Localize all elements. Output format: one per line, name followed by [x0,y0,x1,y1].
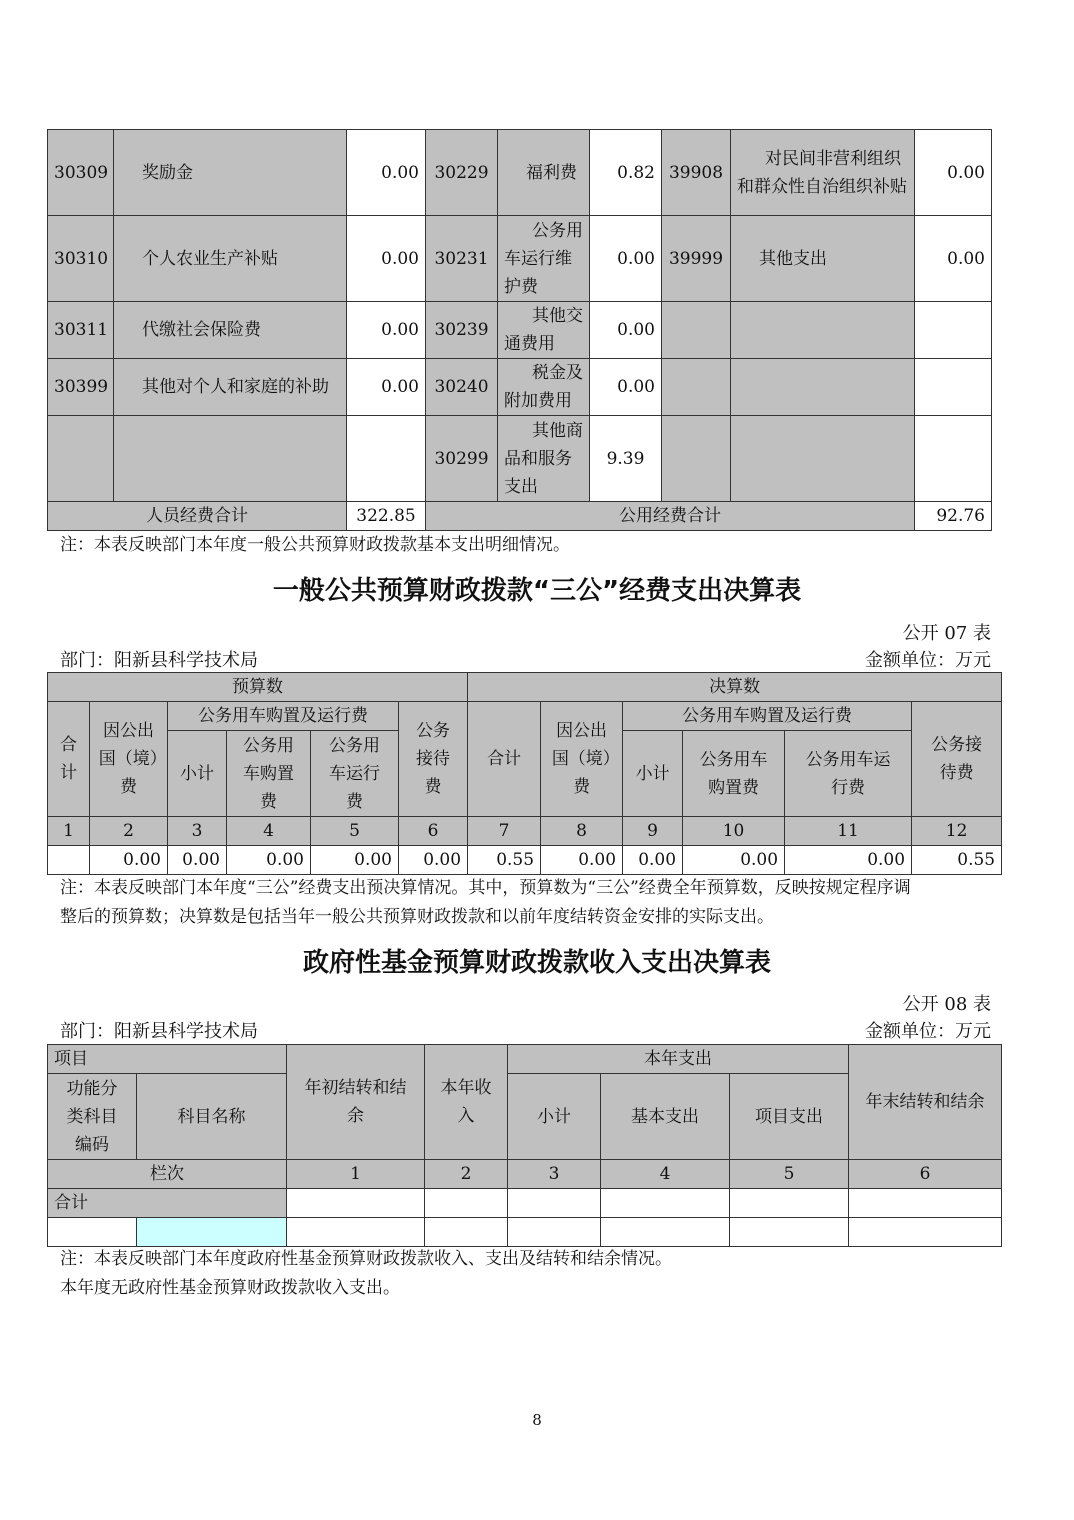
column-number-row: 1 2 3 4 5 6 7 8 9 10 11 12 [48,817,1002,846]
column-number-row: 栏次 1 2 3 4 5 6 [48,1160,1002,1189]
table-row: 30310 个人农业生产补贴 0.00 30231 公务用车运行维护费 0.00 39999 其他支出 0.00 [48,216,992,302]
table-total-row: 合计 [48,1189,1002,1218]
unit-label: 金额单位：万元 [865,650,991,671]
basic-expense-detail-table [47,129,992,531]
page-title: 政府性基金预算财政拨款收入支出决算表 [302,948,771,978]
table08-note-2: 本年度无政府性基金预算财政拨款收入支出。 [60,1278,400,1298]
table-row: 30399 其他对个人和家庭的补助 0.00 30240 税金及附加费用 0.00 [48,359,992,416]
page-title: 一般公共预算财政拨款“三公”经费支出决算表 [272,576,802,606]
header-final: 决算数 [468,673,1002,702]
table-row: 30309 奖励金 0.00 30229 福利费 0.82 39908 对民间非营利组织和群众性自治组织补贴 0.00 [48,130,992,216]
header-budget: 预算数 [48,673,468,702]
table-total-row: 人员经费合计 322.85 公用经费合计 92.76 [48,502,992,531]
table-row: 30299 其他商品和服务支出 9.39 [48,416,992,502]
page-number: 8 [532,1411,542,1429]
table-row [48,1218,1002,1247]
three-public-expenses-table: 预算数 决算数 合计 因公出国（境）费 公务用车购置及运行费 公务接待费 合计 因公出国（境）费 公务用车购置及运行费 公务接待费 小计 公务用车购置费 公务用车运行费 小计 公务用车购置费 公务用车运行费 1 2 3 4 5 6 7 8 9 10 11 12 0.00 0.00 0.00 0.00 0.00 0.55 0.00 0.00 0.00 0.00 0.55 [47,672,1002,875]
table-row: 0.00 0.00 0.00 0.00 0.00 0.55 0.00 0.00 0.00 0.00 0.55 [48,846,1002,875]
table08-note: 注：本表反映部门本年度政府性基金预算财政拨款收入、支出及结转和结余情况。 [60,1249,672,1269]
table06-note: 注：本表反映部门本年度一般公共预算财政拨款基本支出明细情况。 [60,535,570,555]
table-row: 30311 代缴社会保险费 0.00 30239 其他交通费用 0.00 [48,302,992,359]
department-label: 部门：阳新县科学技术局 [60,650,258,671]
table07-note: 注：本表反映部门本年度“三公”经费支出预决算情况。其中，预算数为“三公”经费全年预算数，反映按规定程序调 整后的预算数；决算数是包括当年一般公共预算财政拨款和以前年度结转资金安排的实际支出。 [60,878,911,927]
table-number: 公开 08 表 [902,994,991,1015]
department-label: 部门：阳新县科学技术局 [60,1021,258,1042]
unit-label: 金额单位：万元 [865,1021,991,1042]
table-number: 公开 07 表 [902,623,991,644]
gov-fund-table: 项目 年初结转和结余 本年收入 本年支出 年末结转和结余 功能分类科目编码 科目名称 小计 基本支出 项目支出 栏次 1 2 3 4 5 6 合计 [47,1044,1002,1247]
